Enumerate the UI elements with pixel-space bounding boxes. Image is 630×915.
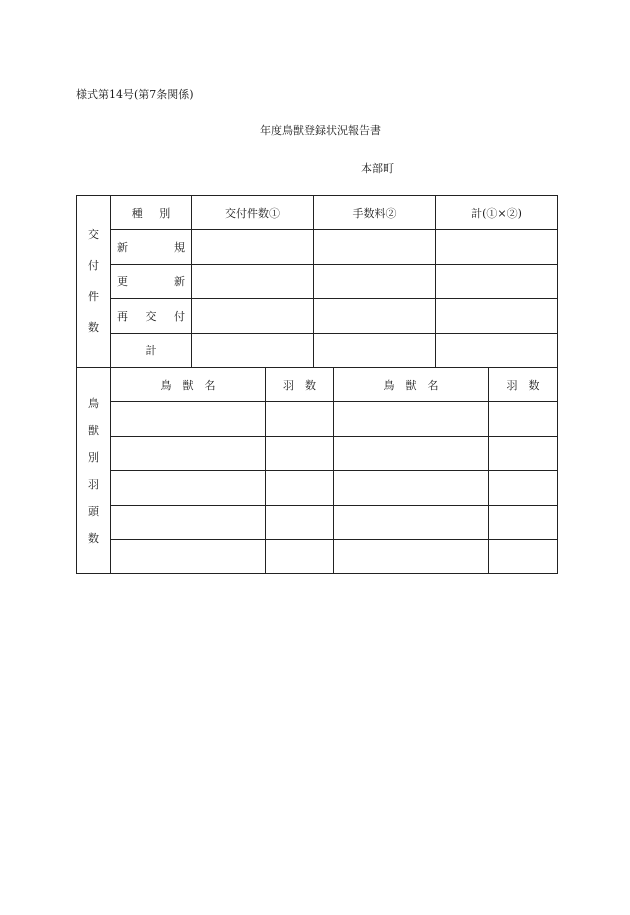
input-cell[interactable] bbox=[436, 230, 558, 264]
input-cell[interactable] bbox=[192, 230, 314, 264]
input-cell[interactable] bbox=[334, 505, 489, 539]
header-head-count bbox=[266, 368, 334, 402]
input-cell[interactable] bbox=[334, 539, 489, 573]
input-cell[interactable] bbox=[314, 264, 436, 298]
header-char: 獣 bbox=[182, 378, 194, 392]
input-cell[interactable] bbox=[266, 436, 334, 470]
document-title: 年度鳥獣登録状況報告書 bbox=[260, 124, 381, 137]
input-cell[interactable] bbox=[489, 402, 558, 436]
input-cell[interactable] bbox=[334, 402, 489, 436]
side-char: 数 bbox=[88, 321, 99, 335]
header-char: 名 bbox=[427, 378, 439, 392]
animal-header-row bbox=[77, 368, 558, 402]
table-row bbox=[77, 264, 558, 298]
input-cell[interactable] bbox=[334, 436, 489, 470]
input-cell[interactable] bbox=[489, 471, 558, 505]
header-char: 羽 bbox=[506, 378, 518, 392]
input-cell[interactable] bbox=[111, 539, 266, 573]
row-label-char: 規 bbox=[174, 241, 185, 255]
header-char: 数 bbox=[528, 378, 540, 392]
town-name: 本部町 bbox=[361, 162, 394, 175]
issuance-table bbox=[76, 195, 558, 368]
input-cell[interactable] bbox=[192, 299, 314, 333]
table-row bbox=[77, 539, 558, 573]
side-char: 件 bbox=[88, 290, 99, 304]
input-cell[interactable] bbox=[489, 539, 558, 573]
form-number: 様式第14号(第7条関係) bbox=[76, 88, 194, 101]
table-row bbox=[77, 402, 558, 436]
input-cell[interactable] bbox=[266, 505, 334, 539]
issuance-side-label bbox=[77, 196, 111, 368]
header-issue-count: 交付件数① bbox=[192, 196, 314, 230]
header-char: 獣 bbox=[405, 378, 417, 392]
input-cell[interactable] bbox=[436, 264, 558, 298]
row-label-char: 付 bbox=[174, 309, 185, 323]
header-total: 計(①×②) bbox=[436, 196, 558, 230]
header-char: 羽 bbox=[283, 378, 294, 392]
table-row bbox=[77, 505, 558, 539]
header-char: 名 bbox=[204, 378, 216, 392]
row-label-new bbox=[111, 230, 192, 264]
side-char: 別 bbox=[88, 450, 99, 464]
input-cell[interactable] bbox=[192, 333, 314, 367]
input-cell[interactable] bbox=[111, 505, 266, 539]
input-cell[interactable] bbox=[266, 402, 334, 436]
issuance-header-row bbox=[77, 196, 558, 230]
header-char: 鳥 bbox=[160, 378, 172, 392]
header-fee: 手数料② bbox=[314, 196, 436, 230]
input-cell[interactable] bbox=[436, 333, 558, 367]
row-label-char: 再 bbox=[117, 309, 128, 323]
row-label-char: 新 bbox=[117, 241, 128, 255]
row-label-char: 交 bbox=[145, 309, 157, 323]
row-label-char: 新 bbox=[174, 275, 185, 289]
input-cell[interactable] bbox=[314, 333, 436, 367]
input-cell[interactable] bbox=[111, 436, 266, 470]
table-row bbox=[77, 299, 558, 333]
side-char: 付 bbox=[88, 259, 99, 273]
header-char: 数 bbox=[305, 378, 316, 392]
side-char: 獣 bbox=[88, 423, 99, 437]
input-cell[interactable] bbox=[489, 505, 558, 539]
input-cell[interactable] bbox=[334, 471, 489, 505]
table-row bbox=[77, 471, 558, 505]
input-cell[interactable] bbox=[489, 436, 558, 470]
input-cell[interactable] bbox=[192, 264, 314, 298]
header-kind bbox=[111, 196, 192, 230]
header-char: 鳥 bbox=[383, 378, 395, 392]
row-label-total: 計 bbox=[111, 333, 192, 367]
header-animal-name bbox=[111, 368, 266, 402]
input-cell[interactable] bbox=[266, 539, 334, 573]
header-kind-char: 種 bbox=[131, 206, 143, 220]
side-char: 羽 bbox=[88, 477, 99, 491]
table-row bbox=[77, 436, 558, 470]
side-char: 鳥 bbox=[88, 396, 99, 410]
header-kind-char: 別 bbox=[159, 206, 171, 220]
row-label-renewal bbox=[111, 264, 192, 298]
header-animal-name bbox=[334, 368, 489, 402]
row-label-char: 更 bbox=[117, 275, 128, 289]
table-row bbox=[77, 230, 558, 264]
row-label-reissue bbox=[111, 299, 192, 333]
side-char: 頭 bbox=[88, 504, 99, 518]
input-cell[interactable] bbox=[436, 299, 558, 333]
input-cell[interactable] bbox=[111, 402, 266, 436]
input-cell[interactable] bbox=[111, 471, 266, 505]
input-cell[interactable] bbox=[314, 299, 436, 333]
input-cell[interactable] bbox=[266, 471, 334, 505]
table-row bbox=[77, 333, 558, 367]
input-cell[interactable] bbox=[314, 230, 436, 264]
side-char: 数 bbox=[88, 531, 99, 545]
animal-side-label bbox=[77, 368, 111, 574]
header-head-count bbox=[489, 368, 558, 402]
side-char: 交 bbox=[88, 228, 99, 242]
animal-count-table bbox=[76, 367, 558, 574]
